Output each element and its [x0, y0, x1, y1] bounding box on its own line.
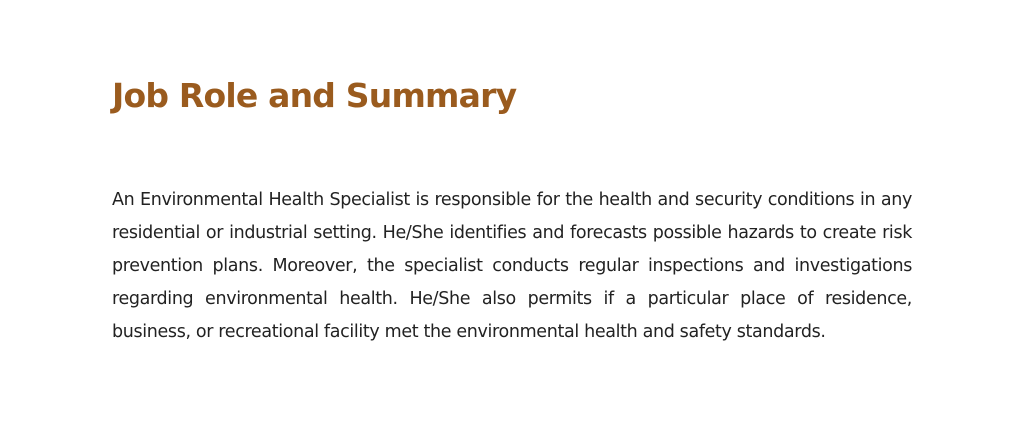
section-title: Job Role and Summary	[112, 76, 517, 115]
summary-paragraph: An Environmental Health Specialist is responsible for the health and security conditions in any residential or industrial setting. He/She identifies and forecasts possible hazards to create risk prevention plans. Moreover, the specialist conducts regular inspections and investigations regarding environmental health. He/She also permits if a particular place of residence, business, or recreational facility met the environmental health and safety standards.	[112, 190, 912, 342]
